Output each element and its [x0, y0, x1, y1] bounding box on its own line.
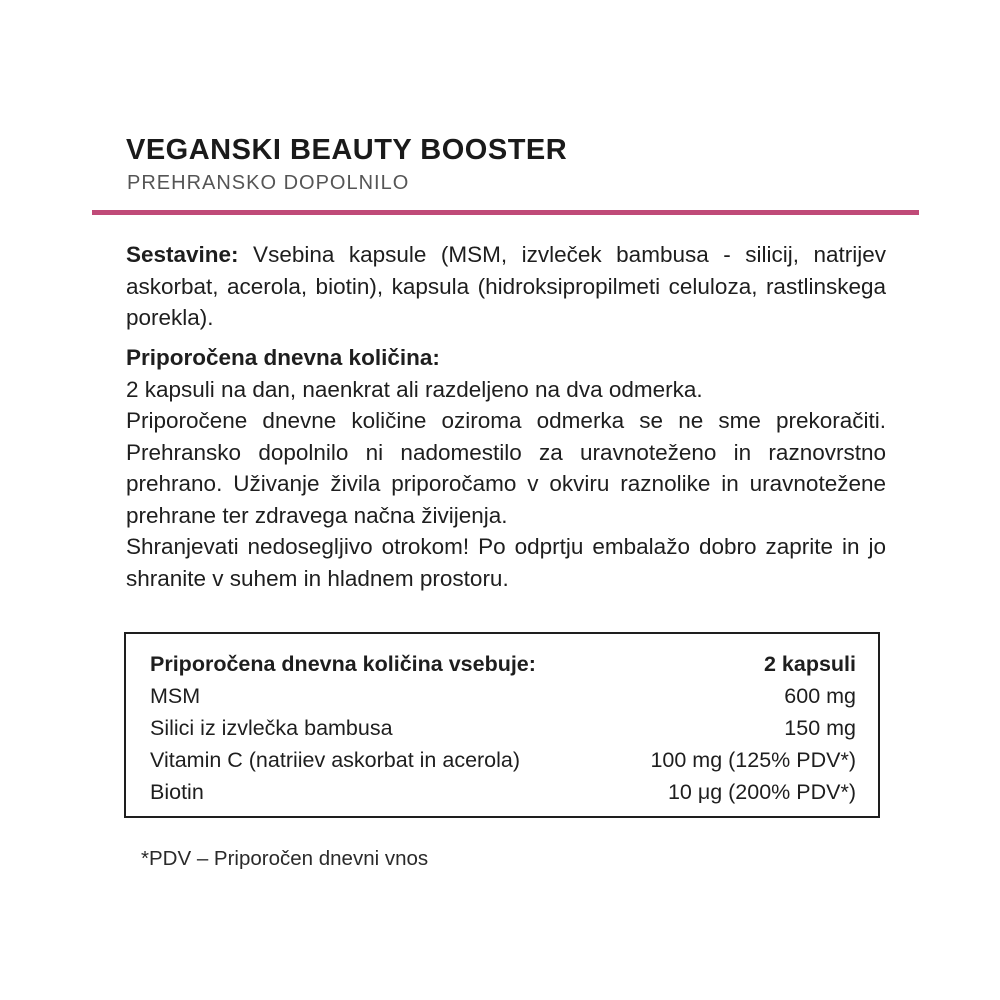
product-title: VEGANSKI BEAUTY BOOSTER — [126, 134, 568, 166]
product-subtitle: PREHRANSKO DOPOLNILO — [127, 172, 410, 194]
ingredients-text: Vsebina kapsule (MSM, izvleček bambusa - silicij, natrijev askorbat, acerola, biotin), kapsula (hidroksipropilmeti celuloza, rastlinskega porekla). — [126, 242, 886, 330]
ingredients-section — [126, 239, 886, 334]
nutrition-header-value: 2 kapsuli — [763, 651, 856, 676]
nutrient-name: Biotin — [150, 779, 204, 804]
nutrient-name: MSM — [150, 683, 201, 708]
accent-divider — [92, 210, 919, 215]
nutrition-table-header — [150, 648, 856, 680]
nutrition-row — [150, 712, 856, 744]
footnote: *PDV – Priporočen dnevni vnos — [141, 847, 429, 870]
nutrient-value: 150 mg — [784, 715, 856, 740]
recommended-warning: Priporočene dnevne količine oziroma odmerka se ne sme prekoračiti. Prehransko dopolnilo ni nadomestilo za uravnoteženo in raznovrstno prehrano. Uživanje živila priporočamo v okviru raznolike in uravnotežene prehrane ter zdravega načna živijenja. — [126, 408, 886, 528]
nutrient-value: 600 mg — [784, 683, 856, 708]
storage-instructions: Shranjevati nedosegljivo otrokom! Po odprtju embalažo dobro zaprite in jo shranite v suhem in hladnem prostoru. — [126, 534, 886, 591]
nutrient-value: 100 mg (125% PDV*) — [650, 747, 856, 772]
nutrition-header-label: Priporočena dnevna količina vsebuje: — [150, 651, 536, 676]
recommended-section — [126, 342, 886, 594]
nutrient-value: 10 μg (200% PDV*) — [667, 779, 856, 804]
nutrition-row — [150, 744, 856, 776]
nutrition-table — [124, 632, 880, 818]
recommended-dose: 2 kapsuli na dan, naenkrat ali razdeljeno na dva odmerka. — [126, 376, 703, 402]
nutrition-row — [150, 680, 856, 712]
ingredients-label: Sestavine: — [126, 242, 239, 267]
ingredients-paragraph — [126, 239, 886, 334]
nutrient-name: Vitamin C (natriiev askorbat in acerola) — [150, 747, 521, 772]
nutrient-name: Silici iz izvlečka bambusa — [150, 715, 393, 740]
nutrition-row — [150, 776, 856, 808]
recommended-label: Priporočena dnevna količina: — [126, 345, 440, 370]
